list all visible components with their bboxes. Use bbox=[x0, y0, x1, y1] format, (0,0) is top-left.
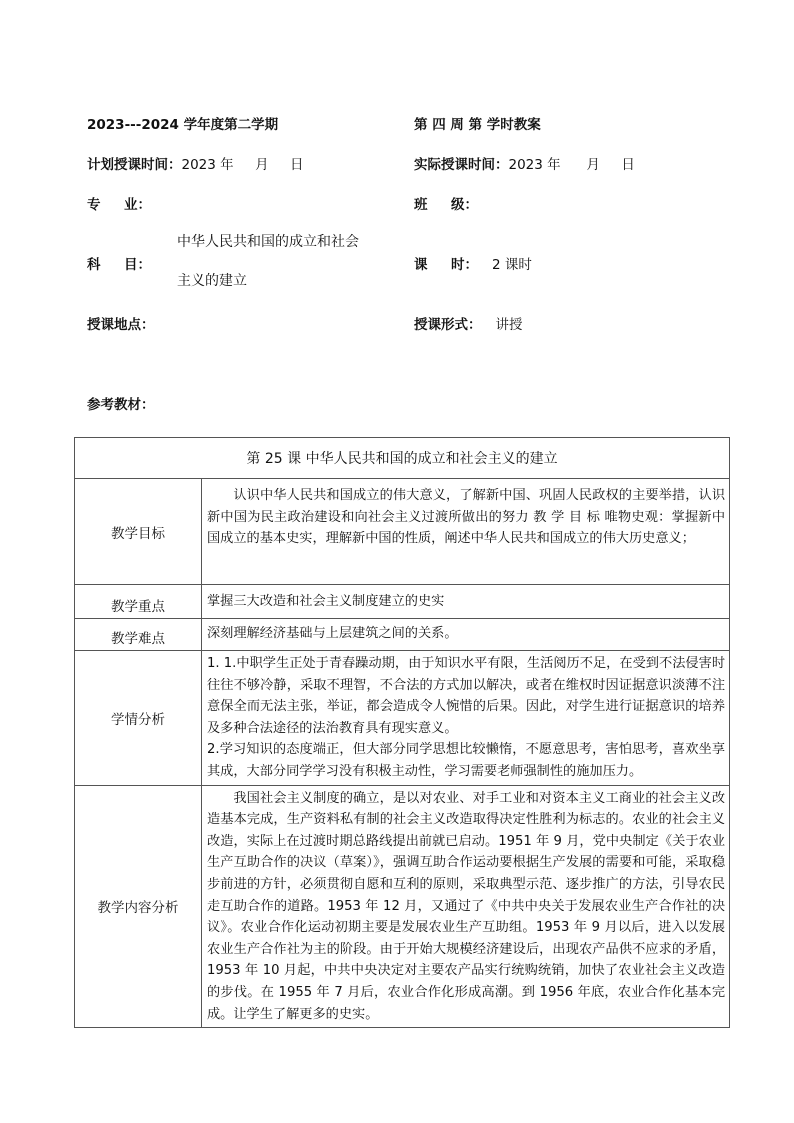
content-text: 我国社会主义制度的确立，是以对农业、对手工业和对资本主义工商业的社会主义改造基本完成，生产资料私有制的社会主义改造取得决定性胜利为标志的。农业的社会主义改造，实际上在过渡时期总路线提出前就已启动。1951 年 9 月，党中央制定《关于农业生产互助合作的决议（草案）》，强调互助合作运动要根据生产发展的需要和可能，采取稳步前进的方针，必须贯彻自愿和互利的原则，采取典型示范、逐步推广的方法，引导农民走互助合作的道路。1953 年 12 月，又通过了《中共中央关于发展农业生产合作社的决议》。农业合作化运动初期主要是发展农业生产互助组。1953 年 9 月以后，进入以发展农业生产合作社为主的阶段。由于开始大规模经济建设后，出现农产品供不应求的矛盾，1953 年 10 月起，中共中央决定对主要农产品实行统购统销，加快了农业社会主义改造的步伐。在 1955 年 7 月后，农业合作化形成高潮。到 1956 年底，农业合作化基本完成。让学生了解更多的史实。 bbox=[207, 790, 726, 1022]
subject-value-line1: 中华人民共和国的成立和社会 bbox=[177, 234, 359, 250]
goals-text: 认识中华人民共和国成立的伟大意义，了解新中国、巩固人民政权的主要举措，认识新中国为民主政治建设和向社会主义过渡所做出的努力 教 学 目 标 唯物史观：掌握新中国成立的基本史实，理解新中国的性质，阐述中华人民共和国成立的伟大历史意义； bbox=[207, 488, 726, 547]
content-row bbox=[75, 785, 730, 1028]
lesson-table bbox=[74, 437, 730, 1028]
students-text-2: 2.学习知识的态度端正，但大部分同学思想比较懒惰，不愿意思考，害怕思考，喜欢坐享其成，大部分同学学习没有积极主动性，学习需要老师强制性的施加压力。 bbox=[207, 742, 726, 779]
key-text: 掌握三大改造和社会主义制度建立的史实 bbox=[202, 585, 730, 619]
students-cell bbox=[202, 651, 730, 786]
goals-row bbox=[75, 479, 730, 585]
lesson-title: 第 25 课 中华人民共和国的成立和社会主义的建立 bbox=[75, 438, 730, 479]
hours bbox=[414, 253, 532, 273]
plan-time-label: 计划授课时间： bbox=[87, 157, 182, 173]
format bbox=[414, 313, 523, 333]
hours-label: 课 时： bbox=[414, 257, 478, 273]
key-row bbox=[75, 585, 730, 619]
students-row bbox=[75, 651, 730, 786]
subject-value bbox=[177, 223, 359, 301]
major-label: 专 业： bbox=[87, 197, 151, 213]
location-label: 授课地点： bbox=[87, 317, 155, 333]
class-label: 班 级： bbox=[414, 197, 478, 213]
difficulty-row bbox=[75, 619, 730, 651]
plan-time bbox=[87, 153, 304, 173]
students-text-1: 1. 1.中职学生正处于青春躁动期，由于知识水平有限，生活阅历不足，在受到不法侵害时往往不够冷静，采取不理智，不合法的方式加以解决，或者在维权时因证据意识淡薄不注意保全而无法主张，举证，都会造成令人惋惜的后果。因此，对学生进行证据意识的培养及多种合法途径的法治教育具有现实意义。 bbox=[207, 656, 726, 736]
week-title: 第 四 周 第 学时教案 bbox=[414, 117, 541, 133]
students-label: 学情分析 bbox=[75, 651, 202, 786]
reference-label: 参考教材： bbox=[87, 397, 155, 413]
goals-cell bbox=[202, 479, 730, 585]
content-label: 教学内容分析 bbox=[75, 785, 202, 1028]
format-value: 讲授 bbox=[495, 317, 523, 333]
subject-label: 科 目： bbox=[87, 257, 151, 273]
actual-time-value: 2023 年 月 日 bbox=[508, 157, 635, 173]
plan-time-value: 2023 年 月 日 bbox=[181, 157, 304, 173]
key-label: 教学重点 bbox=[75, 585, 202, 619]
hours-value: 2 课时 bbox=[492, 257, 532, 273]
format-label: 授课形式： bbox=[414, 317, 482, 333]
difficulty-text: 深刻理解经济基础与上层建筑之间的关系。 bbox=[202, 619, 730, 651]
actual-time-label: 实际授课时间： bbox=[414, 157, 509, 173]
actual-time bbox=[414, 153, 635, 173]
goals-label: 教学目标 bbox=[75, 479, 202, 585]
term-title: 2023---2024 学年度第二学期 bbox=[87, 117, 279, 133]
difficulty-label: 教学难点 bbox=[75, 619, 202, 651]
content-cell bbox=[202, 785, 730, 1028]
title-row bbox=[75, 438, 730, 479]
subject-value-line2: 主义的建立 bbox=[177, 273, 247, 289]
